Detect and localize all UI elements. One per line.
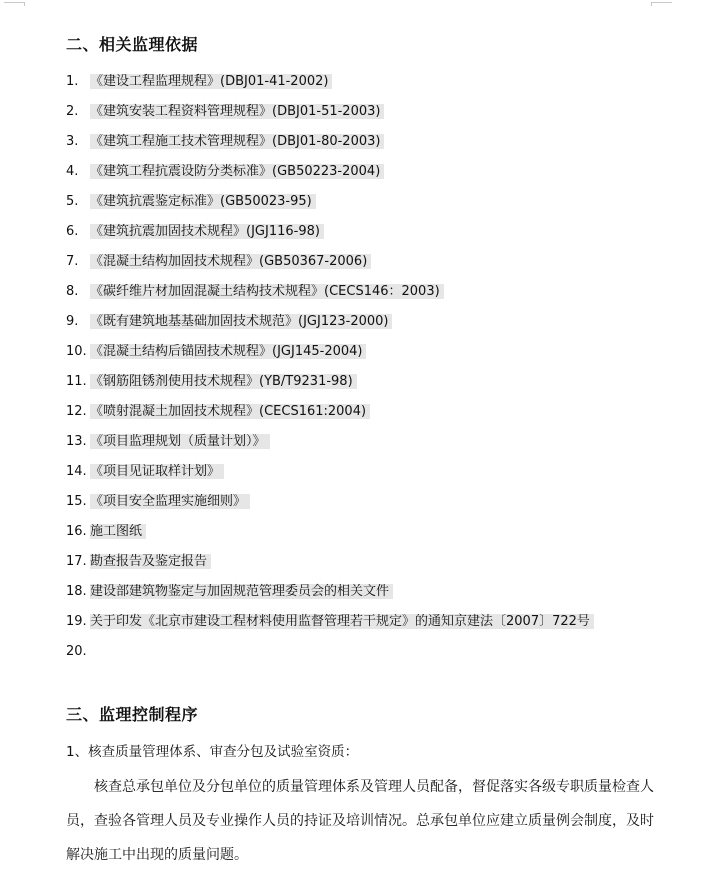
section3-heading: 三、监理控制程序 [66,705,199,724]
list-item [66,430,594,460]
list-item-text [90,644,94,659]
list-item-number: 1. [66,74,79,89]
list-item-number: 9. [66,314,79,329]
list-item [66,580,594,610]
list-item-number: 16. [66,524,87,539]
list-item [66,400,594,430]
list-item [66,610,594,640]
list-item [66,640,594,670]
list-item-text: 《钢筋阻锈剂使用技术规程》(YB/T9231-98) [90,374,357,389]
list-item-number: 7. [66,254,79,269]
list-item-number: 10. [66,344,87,359]
list-item [66,520,594,550]
list-item-number: 3. [66,134,79,149]
list-item [66,340,594,370]
list-item-number: 20. [66,644,87,659]
page-corner-mark-left [4,2,25,6]
list-item-text: 《项目见证取样计划》 [90,464,224,479]
list-item-text: 施工图纸 [90,524,146,539]
list-item-text: 勘查报告及鉴定报告 [90,554,211,569]
list-item-text: 建设部建筑物鉴定与加固规范管理委员会的相关文件 [90,584,393,599]
list-item-number: 2. [66,104,79,119]
list-item-text: 关于印发《北京市建设工程材料使用监督管理若干规定》的通知京建法〔2007〕722号 [90,614,594,629]
list-item-number: 13. [66,434,87,449]
list-item-number: 4. [66,164,79,179]
list-item-number: 15. [66,494,87,509]
list-item [66,550,594,580]
section2-heading: 二、相关监理依据 [66,35,199,54]
list-item-number: 6. [66,224,79,239]
list-item-text: 《既有建筑地基基础加固技术规范》(JGJ123-2000) [90,314,392,329]
list-item [66,310,594,340]
list-item-number: 8. [66,284,79,299]
list-item [66,490,594,520]
list-item-text: 《建设工程监理规程》(DBJ01-41-2002) [90,74,332,89]
list-item-text: 《喷射混凝土加固技术规程》(CECS161:2004) [90,404,370,419]
list-item-text: 《项目安全监理实施细则》 [90,494,250,509]
section3-paragraph: 核查总承包单位及分包单位的质量管理体系及管理人员配备，督促落实各级专职质量检查人员，查验各管理人员及专业操作人员的持证及培训情况。总承包单位应建立质量例会制度，及时解决施工中出现的质量问题。 [66,779,654,863]
list-item [66,250,594,280]
list-item [66,280,594,310]
list-item-text: 《建筑工程抗震设防分类标准》(GB50223-2004) [90,164,384,179]
list-item [66,70,594,100]
basis-list [66,70,594,670]
list-item-text: 《混凝土结构后锚固技术规程》(JGJ145-2004) [90,344,366,359]
list-item-text: 《建筑抗震加固技术规程》(JGJ116-98) [90,224,324,239]
list-item-number: 5. [66,194,79,209]
list-item-text: 《建筑工程施工技术管理规程》(DBJ01-80-2003) [90,134,384,149]
page-corner-mark-right [651,2,672,6]
list-item-number: 11. [66,374,87,389]
list-item-text: 《碳纤维片材加固混凝土结构技术规程》(CECS146：2003) [90,284,444,299]
section3-subheading: 1、核查质量管理体系、审查分包及试验室资质： [66,744,359,760]
list-item-text: 《建筑抗震鉴定标准》(GB50023-95) [90,194,316,209]
list-item-number: 19. [66,614,87,629]
list-item [66,100,594,130]
list-item-number: 14. [66,464,87,479]
list-item [66,130,594,160]
list-item-number: 17. [66,554,87,569]
list-item [66,460,594,490]
list-item [66,160,594,190]
list-item [66,370,594,400]
list-item-text: 《建筑安装工程资料管理规程》(DBJ01-51-2003) [90,104,384,119]
list-item-number: 12. [66,404,87,419]
list-item-text: 《项目监理规划（质量计划）》 [90,434,270,449]
list-item-number: 18. [66,584,87,599]
list-item [66,220,594,250]
list-item-text: 《混凝土结构加固技术规程》(GB50367-2006) [90,254,371,269]
list-item [66,190,594,220]
